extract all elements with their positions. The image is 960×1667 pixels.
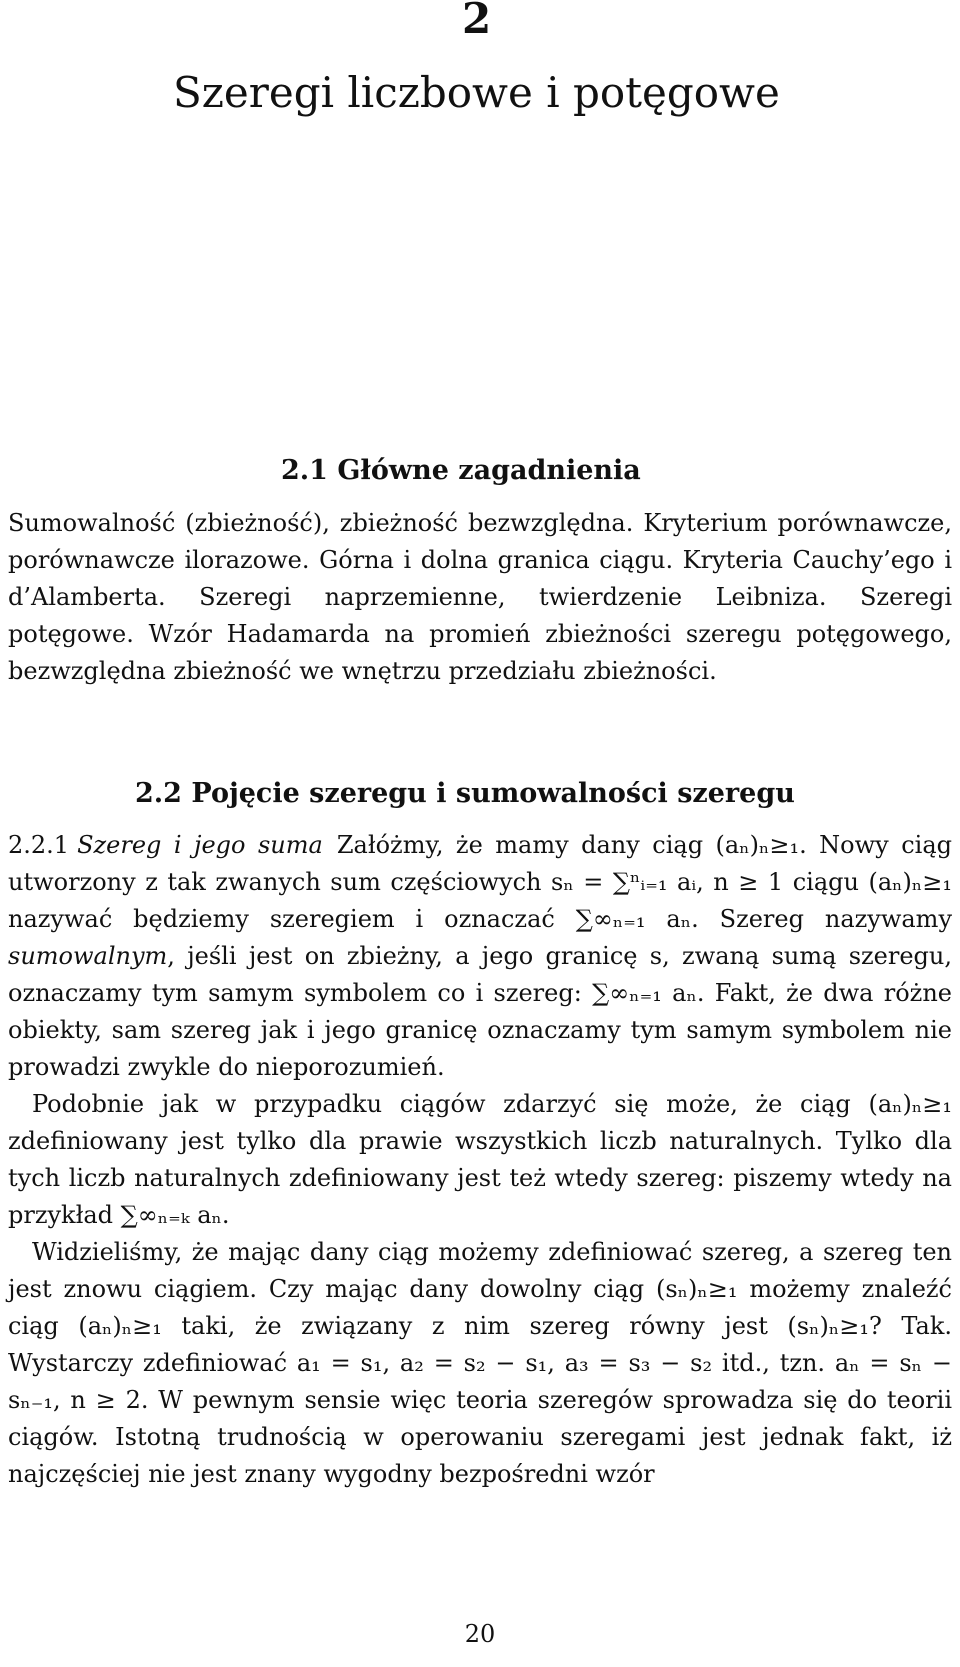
section-heading-text: 2.1 Główne zagadnienia [281,455,641,486]
paragraph: Sumowalność (zbieżność), zbieżność bezwzględna. Kryterium porównawcze, porównawcze ilorazowe. Górna i dolna granica ciągu. Kryteria Cauchy’ego i d’Alamberta. Szeregi naprzemienne, twierdzenie Leibniza. Szeregi potęgowe. Wzór Hadamarda na promień zbieżności szeregu potęgowego, bezwzględna zbieżność we wnętrzu przedziału zbieżności. [8,509,952,685]
paragraph-text: Załóżmy, że mamy dany ciąg (aₙ)ₙ≥₁. Nowy ciąg utworzony z tak zwanych sum częściowych sₙ = ∑ⁿᵢ₌₁ aᵢ, n ≥ 1 ciągu (aₙ)ₙ≥₁ nazywać będziemy szeregiem i oznaczać ∑∞ₙ₌₁ aₙ. Szereg nazywamy [8,831,953,933]
paragraph-text: , jeśli jest on zbieżny, a jego granicę s, zwaną sumą szeregu, oznaczamy tym samym symbolem co i szereg: ∑∞ₙ₌₁ aₙ. Fakt, że dwa różne obiekty, sam szereg jak i jego granicę oznaczamy tym samym symbolem nie prowadzi zwykle do nieporozumień. [8,942,952,1081]
subsection-title: Szereg i jego suma [77,831,323,859]
section-2-1-body [8,505,952,690]
section-heading-text: 2.2 Pojęcie szeregu i sumowalności szeregu [135,778,795,809]
subsection-number: 2.2.1 [8,831,70,859]
section-2-2-body [8,827,952,1493]
chapter-number: 2 [462,0,492,43]
paragraph: Widzieliśmy, że mając dany ciąg możemy zdefiniować szereg, a szereg ten jest znowu ciągiem. Czy mając dany dowolny ciąg (sₙ)ₙ≥₁ możemy znaleźć ciąg (aₙ)ₙ≥₁ taki, że związany z nim szereg równy jest (sₙ)ₙ≥₁? Tak. Wystarczy zdefiniować a₁ = s₁, a₂ = s₂ − s₁, a₃ = s₃ − s₂ itd., tzn. aₙ = sₙ − sₙ₋₁, n ≥ 2. W pewnym sensie więc teoria szeregów sprowadza się do teorii ciągów. Istotną trudnością w operowaniu szeregami jest jednak fakt, iż najczęściej nie jest znany wygodny bezpośredni wzór [8,1238,952,1488]
paragraph: Podobnie jak w przypadku ciągów zdarzyć się może, że ciąg (aₙ)ₙ≥₁ zdefiniowany jest tylko dla prawie wszystkich liczb naturalnych. Tylko dla tych liczb naturalnych zdefiniowany jest też wtedy szereg: piszemy wtedy na przykład ∑∞ₙ₌ₖ aₙ. [8,1090,952,1229]
emphasis-text: sumowalnym [8,942,168,970]
paragraph [8,827,952,1086]
chapter-title: Szeregi liczbowe i potęgowe [173,68,780,117]
page-number: 20 [464,1620,496,1648]
